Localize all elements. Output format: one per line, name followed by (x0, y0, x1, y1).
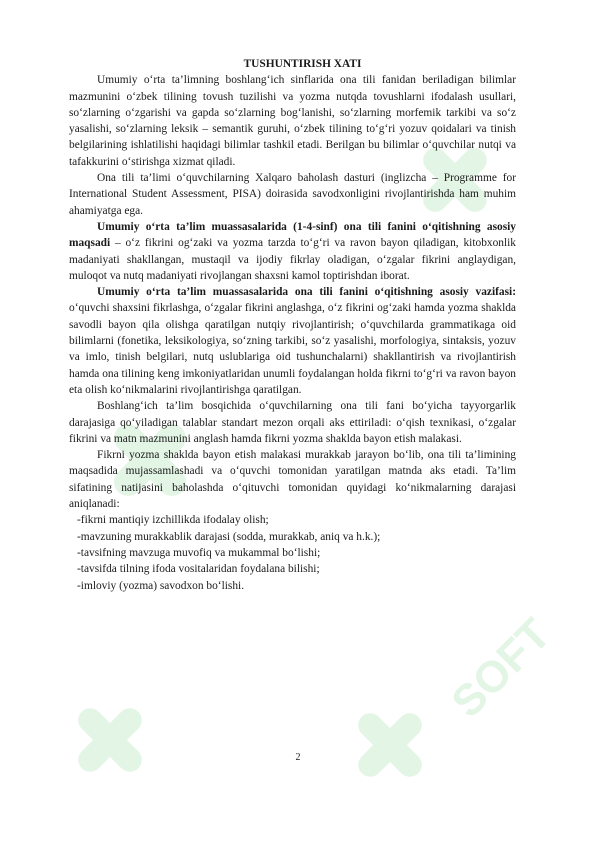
list-item: -tavsifning mavzuga muvofiq va mukammal bo‘lishi; (77, 546, 321, 559)
watermark-logo-bottom-left (53, 683, 166, 796)
paragraph-goal (69, 219, 516, 284)
paragraph-assessment: Fikrni yozma shaklda bayon etish malakasi murakkab jarayon bo‘lib, ona tili ta’limining maqsadida mujassamlashadi va o‘quvchi tomonidan yaratilgan matnda aks etadi. Ta’lim sifatining natijasini baholashda o‘qituvchi tomonidan quyidagi ko‘nikmalarning darajasi aniqlanadi: (69, 449, 516, 511)
page-number: 2 (295, 752, 301, 763)
goal-text: – o‘z fikrini og‘zaki va yozma tarzda to‘g‘ri va ravon bayon qiladigan, kitobxonlik madaniyati shakllangan, mustaqil va ijodiy fikrlay oladigan, o‘zgalar fikrini anglaydigan, muloqot va nutq madaniyati rivojlangan shaxsni kamol toptirishdan iborat. (69, 237, 516, 282)
skills-list (69, 512, 516, 593)
watermark-logo-bottom-right (333, 688, 446, 801)
paragraph-pisa: Ona tili ta’limi o‘quvchilarning Xalqaro baholash dasturi (inglizcha – Programme for International Student Assessment, PISA) doirasida savodxonligini rivojlantirishda ham muhim ahamiyatga ega. (69, 172, 516, 217)
list-item: -fikrni mantiqiy izchillikda ifodalay olish; (77, 514, 269, 527)
watermark-text: SOFT (442, 609, 561, 728)
tasks-text: o‘quvchi shaxsini fikrlashga, o‘zgalar fikrini anglashga, o‘z fikrini og‘zaki hamda yozma shaklda savodli bayon qila olishga qaratilgan nutqiy rivojlantirish; o‘quvchilarda grammatikaga oid bilimlarni (fonetika, leksikologiya, so‘zning tarkibi, so‘z yasalishi, morfologiya, sintaksis, yozuv va imlo, tinish belgilari, nutq uslublariga oid tushunchalarni) shakllantirish va rivojlantirish hamda ona tilining keng imkoniyatlaridan unumli foydalangan holda fikrni to‘g‘ri va ravon bayon eta olish ko‘nikmalarini rivojlantirishga qaratilgan. (69, 302, 516, 396)
goal-heading: Umumiy o‘rta ta’lim muassasalarida (1-4-sinf) ona tili fanini o‘qitishning asosiy maqsadi (69, 220, 516, 250)
list-item: -tavsifda tilning ifoda vositalaridan foydalana bilishi; (77, 563, 320, 576)
list-item: -mavzuning murakkablik darajasi (sodda, murakkab, aniq va h.k.); (77, 530, 381, 543)
document-body (69, 56, 516, 594)
paragraph-tasks (69, 284, 516, 398)
tasks-heading: Umumiy o‘rta ta’lim muassasalarida ona tili fanini o‘qitishning asosiy vazifasi: (97, 286, 516, 299)
list-item: -imloviy (yozma) savodxon bo‘lishi. (77, 579, 245, 592)
paragraph-intro: Umumiy o‘rta ta’limning boshlang‘ich sinflarida ona tili fanidan beriladigan bilimlar mazmunini o‘zbek tilining tovush tuzilishi va yozma nutqda tovushlarni ifodalash usullari, so‘zlarning o‘zgarishi va gapda so‘zlarning bog‘lanishi, so‘zlarning morfemik tarkibi va so‘z yasalishi, so‘zlarning leksik – semantik guruhi, o‘zbek tilining to‘g‘ri yozuv qoidalari va tinish belgilarining ishlatilishi haqidagi bilimlar tashkil etadi. Berilgan bu bilimlar o‘quvchilar nutqi va tafakkurini o‘stirishga xizmat qiladi. (69, 74, 516, 168)
paragraph-standards: Boshlang‘ich ta’lim bosqichida o‘quvchilarning ona tili fani bo‘yicha tayyorgarlik darajasiga qo‘yiladigan talablar standart mezon orqali aks ettiriladi: o‘qish texnikasi, o‘zgalar fikrini va matn mazmunini anglash hamda fikrni yozma shaklda bayon etish malakasi. (69, 400, 516, 445)
page-title: TUSHUNTIRISH XATI (243, 58, 362, 70)
